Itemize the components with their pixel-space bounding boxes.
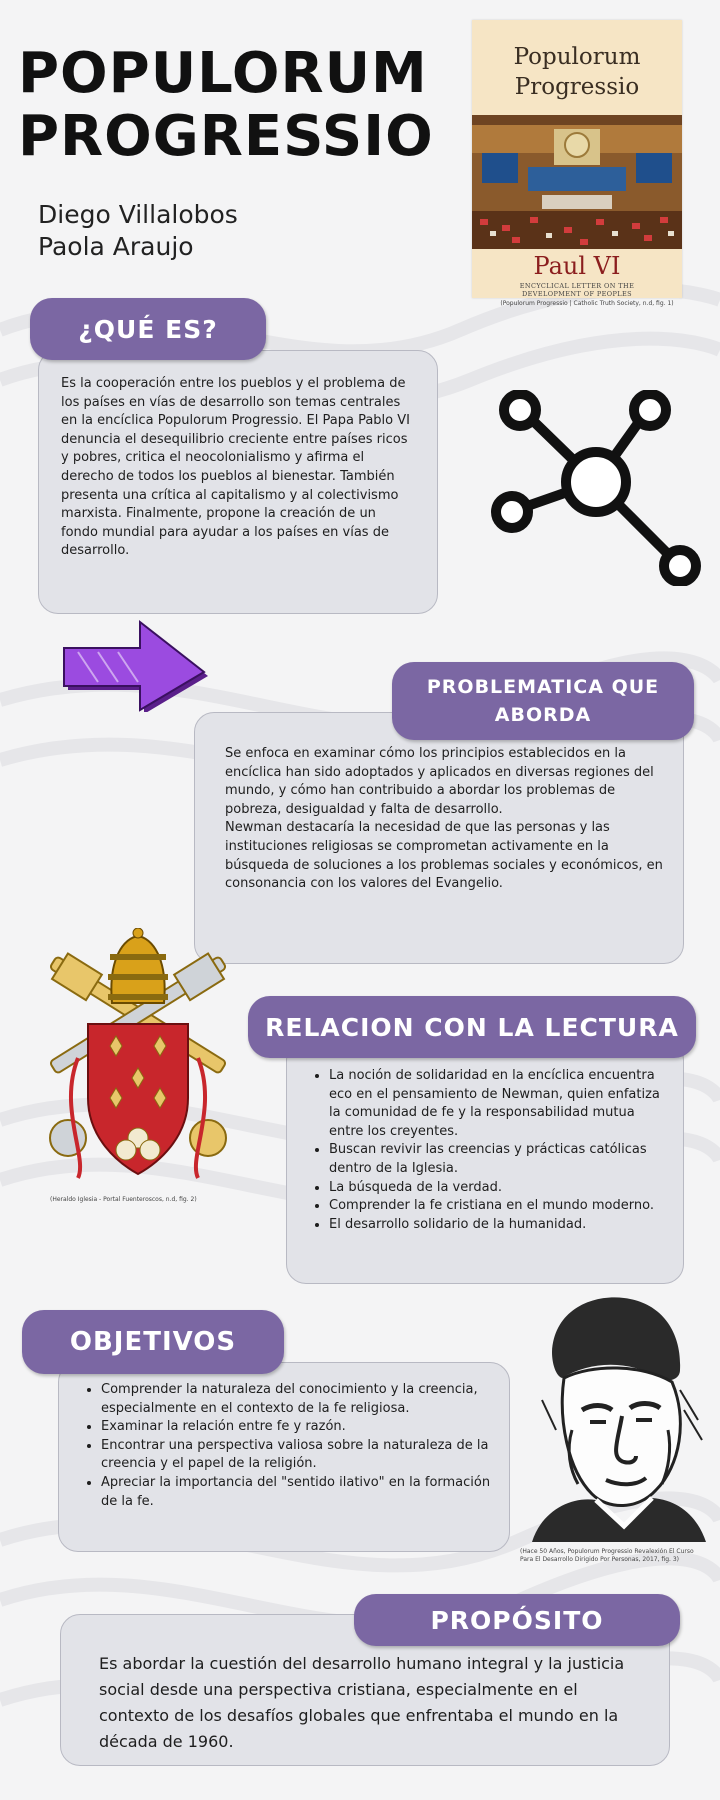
book-author: Paul VI: [533, 252, 621, 280]
list-item: • La noción de solidaridad en la encíclica encuentra eco en el pensamiento de Newman, quien enfatiza la comunidad de fe y la responsabilidad mutua entre los creyentes.: [329, 1067, 671, 1141]
list-item: • El desarrollo solidario de la humanidad.: [329, 1216, 671, 1235]
papal-coat-of-arms: [38, 928, 238, 1190]
title-line-1: POPULORUM: [18, 41, 428, 106]
relacion-list: [309, 1067, 671, 1234]
book-subtitle-line-1: ENCYCLICAL LETTER ON THE: [519, 282, 635, 290]
list-item: • Comprender la naturaleza del conocimiento y la creencia, especialmente en el contexto de la fe religiosa.: [101, 1381, 495, 1418]
que-es-box: [38, 350, 438, 614]
section-heading-relacion: RELACION CON LA LECTURA: [248, 996, 696, 1058]
book-caption: (Populorum Progressio | Catholic Truth Society, n.d, fig. 1): [500, 300, 674, 307]
page-title: [18, 42, 438, 168]
objetivos-list: [81, 1381, 495, 1511]
list-item: • Apreciar la importancia del "sentido ilativo" en la formación de la fe.: [101, 1474, 495, 1511]
proposito-text: Es abordar la cuestión del desarrollo humano integral y la justicia social desde una perspectiva cristiana, especialmente en el contexto de los desafíos globales que enfrentaba el mundo en la década de 1960.: [99, 1654, 625, 1751]
book-subtitle: [472, 282, 682, 298]
problematica-box: [194, 712, 684, 964]
network-icon: [490, 390, 704, 586]
section-heading-proposito: PROPÓSITO: [354, 1594, 680, 1646]
book-subtitle-line-2: DEVELOPMENT OF PEOPLES: [522, 290, 632, 298]
problematica-paragraph-2: Newman destacaría la necesidad de que las personas y las instituciones religiosas se comprometan activamente en la búsqueda de soluciones a los problemas sociales y económicos, en consonancia con los valores del Evangelio.: [225, 820, 663, 892]
portrait-caption-line-1: (Hace 50 Años, Populorum Progressio Revalexión El Curso: [520, 1548, 694, 1555]
portrait-caption-line-2: Para El Desarrollo Dirigido Por Personas, 2017, fig. 3): [520, 1556, 679, 1563]
book-cover: [472, 20, 682, 298]
portrait-caption: [520, 1548, 716, 1564]
relacion-box: [286, 1040, 684, 1284]
list-item: • Comprender la fe cristiana en el mundo moderno.: [329, 1197, 671, 1216]
que-es-text: Es la cooperación entre los pueblos y el problema de los países en vías de desarrollo son temas centrales en la encíclica Populorum Progressio. El Papa Pablo VI denuncia el desequilibrio creciente entre países ricos y pobres, critica el neocolonialismo y afirma el derecho de todos los pueblos al bienestar. También presenta una crítica al capitalismo y al colectivismo marxista. Finalmente, propone la creación de un fondo mundial para ayudar a los países en vías de desarrollo.: [61, 376, 410, 559]
title-line-2: PROGRESSIO: [18, 104, 434, 169]
pope-portrait: [512, 1290, 708, 1542]
book-title-line-2: Progressio: [514, 74, 640, 100]
section-heading-problematica: [392, 662, 694, 740]
author-1: Diego Villalobos: [38, 200, 238, 229]
problematica-paragraph-1: Se enfoca en examinar cómo los principios establecidos en la encíclica han sido adoptados y aplicados en diversas regiones del mundo, y cómo han contribuido a abordar los problemas de pobreza, desigualdad y falta de desarrollo.: [225, 746, 654, 817]
book-title-line-1: Populorum: [513, 44, 641, 70]
list-item: • La búsqueda de la verdad.: [329, 1179, 671, 1198]
section-heading-objetivos: OBJETIVOS: [22, 1310, 284, 1374]
problematica-heading-line-1: PROBLEMATICA QUE: [426, 676, 660, 698]
arrow-icon: [58, 612, 210, 712]
objetivos-box: [58, 1362, 510, 1552]
list-item: • Buscan revivir las creencias y prácticas católicas dentro de la Iglesia.: [329, 1141, 671, 1178]
list-item: • Examinar la relación entre fe y razón.: [101, 1418, 495, 1437]
coat-of-arms-caption: (Heraldo Iglesia - Portal Fuenteroscos, n.d, fig. 2): [50, 1196, 197, 1203]
problematica-heading-line-2: ABORDA: [494, 704, 592, 726]
author-2: Paola Araujo: [38, 232, 194, 261]
section-heading-que-es: ¿QUÉ ES?: [30, 298, 266, 360]
assembly-hall-photo: [472, 115, 682, 249]
list-item: • Encontrar una perspectiva valiosa sobre la naturaleza de la creencia y el papel de la religión.: [101, 1437, 495, 1474]
